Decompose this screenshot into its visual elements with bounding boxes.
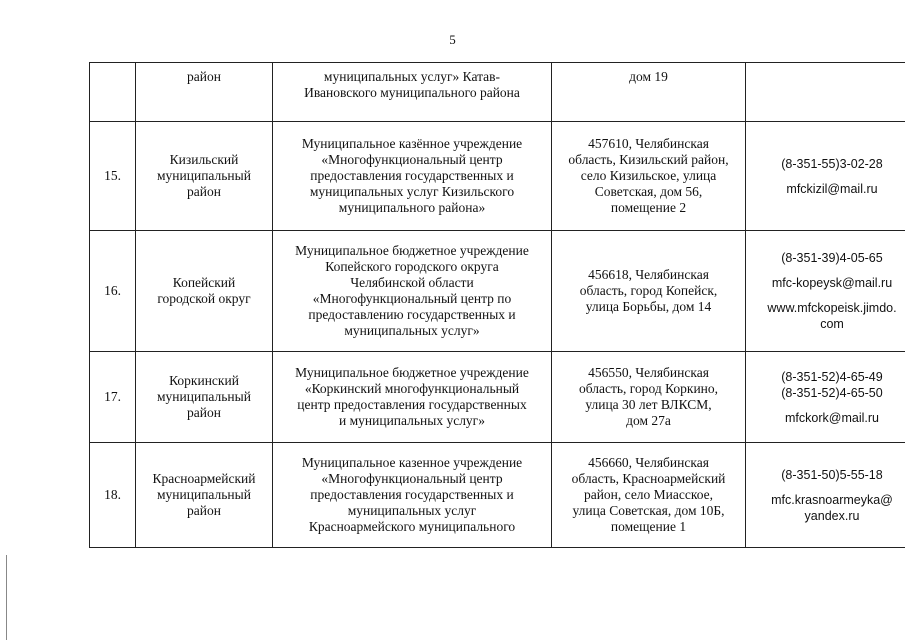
table-row (90, 352, 905, 443)
address-line: Советская, дом 56, (594, 184, 703, 199)
table-row (90, 231, 905, 352)
website-link[interactable]: com (820, 317, 844, 331)
phone-number: (8-351-39)4-05-65 (781, 251, 883, 265)
org-line: муниципальных услуг Кизильского (309, 184, 515, 199)
area-line: Кизильский (169, 152, 239, 167)
organization-cell (273, 443, 552, 548)
area-line: муниципальный (157, 389, 251, 404)
contacts-cell (746, 443, 905, 548)
area-line: район (187, 503, 221, 518)
area-line: район (187, 69, 221, 84)
org-line: муниципальных услуг (347, 503, 477, 518)
address-cell (552, 231, 746, 352)
address-line: помещение 2 (610, 200, 687, 215)
org-line: «Коркинский многофункциональный (304, 381, 520, 396)
table-row (90, 443, 905, 548)
address-line: область, город Коркино, (578, 381, 719, 396)
area-cell (136, 352, 273, 443)
mfc-directory-table (89, 62, 905, 548)
address-line: помещение 1 (610, 519, 687, 534)
address-line: улица Борьбы, дом 14 (585, 299, 712, 314)
contacts-cell (746, 63, 905, 122)
area-line: городской округ (157, 291, 251, 306)
org-line: Муниципальное казённое учреждение (301, 136, 523, 151)
area-line: Красноармейский (152, 471, 256, 486)
contacts-cell (746, 122, 905, 231)
email-link[interactable]: mfckizil@mail.ru (786, 181, 878, 196)
phone-number: (8-351-55)3-02-28 (781, 156, 883, 171)
org-line: Муниципальное казенное учреждение (301, 455, 523, 470)
area-line: муниципальный (157, 487, 251, 502)
org-line: «Многофункциональный центр по (312, 291, 512, 306)
email-link[interactable]: yandex.ru (804, 508, 860, 523)
org-line: Муниципальное бюджетное учреждение (295, 365, 529, 380)
email-link[interactable]: mfc.krasnoarmeyka@ (771, 492, 893, 507)
row-number (90, 63, 136, 122)
org-line: муниципальных услуг» (344, 323, 480, 338)
org-line: Ивановского муниципального района (304, 85, 520, 100)
organization-cell (273, 122, 552, 231)
organization-cell (273, 231, 552, 352)
row-number: 17. (90, 352, 136, 443)
address-line: село Кизильское, улица (580, 168, 717, 183)
address-line: область, Кизильский район, (568, 152, 729, 167)
org-line: Красноармейского муниципального (308, 519, 516, 534)
organization-cell (273, 352, 552, 443)
address-cell (552, 63, 746, 122)
email-link[interactable]: mfckork@mail.ru (785, 410, 879, 425)
area-cell (136, 122, 273, 231)
org-line: «Многофункциональный центр (321, 152, 503, 167)
row-number: 16. (90, 231, 136, 352)
address-cell (552, 352, 746, 443)
area-line: район (187, 405, 221, 420)
area-cell (136, 63, 273, 122)
area-line: район (187, 184, 221, 199)
area-line: Коркинский (169, 373, 239, 388)
address-line: улица 30 лет ВЛКСМ, (585, 397, 712, 412)
contacts-cell (746, 352, 905, 443)
address-line: дом 19 (629, 69, 668, 84)
area-cell (136, 231, 273, 352)
org-line: Челябинской области (350, 275, 474, 290)
area-line: муниципальный (157, 168, 251, 183)
address-line: область, Красноармейский (571, 471, 726, 486)
address-line: район, село Миасское, (583, 487, 714, 502)
scan-margin-line (6, 555, 7, 640)
page-number: 5 (449, 32, 456, 47)
org-line: муниципального района» (338, 200, 486, 215)
phone-number: (8-351-52)4-65-49 (781, 369, 883, 384)
table-row (90, 63, 905, 122)
email-link[interactable]: mfc-kopeysk@mail.ru (771, 276, 893, 290)
org-line: «Многофункциональный центр (321, 471, 503, 486)
org-line: центр предоставления государственных (297, 397, 527, 412)
address-cell (552, 443, 746, 548)
org-line: Копейского городского округа (325, 259, 499, 274)
address-line: 456550, Челябинская (588, 365, 709, 380)
phone-number: (8-351-52)4-65-50 (781, 385, 883, 400)
org-line: муниципальных услуг» Катав- (323, 69, 501, 84)
org-line: и муниципальных услуг» (339, 413, 485, 428)
address-cell (552, 122, 746, 231)
address-line: улица Советская, дом 10Б, (572, 503, 725, 518)
row-number: 15. (90, 122, 136, 231)
org-line: предоставления государственных и (310, 487, 514, 502)
org-line: Муниципальное бюджетное учреждение (295, 243, 529, 258)
area-line: Копейский (172, 275, 236, 290)
website-link[interactable]: www.mfckopeisk.jimdo. (767, 301, 897, 315)
table-row (90, 122, 905, 231)
org-line: предоставления государственных и (310, 168, 514, 183)
address-line: область, город Копейск, (579, 283, 718, 298)
row-number: 18. (90, 443, 136, 548)
address-line: 456618, Челябинская (588, 267, 709, 282)
organization-cell (273, 63, 552, 122)
address-line: 456660, Челябинская (588, 455, 709, 470)
org-line: предоставлению государственных и (308, 307, 516, 322)
area-cell (136, 443, 273, 548)
address-line: 457610, Челябинская (588, 136, 709, 151)
phone-number: (8-351-50)5-55-18 (781, 467, 883, 482)
address-line: дом 27а (626, 413, 671, 428)
contacts-cell (746, 231, 905, 352)
